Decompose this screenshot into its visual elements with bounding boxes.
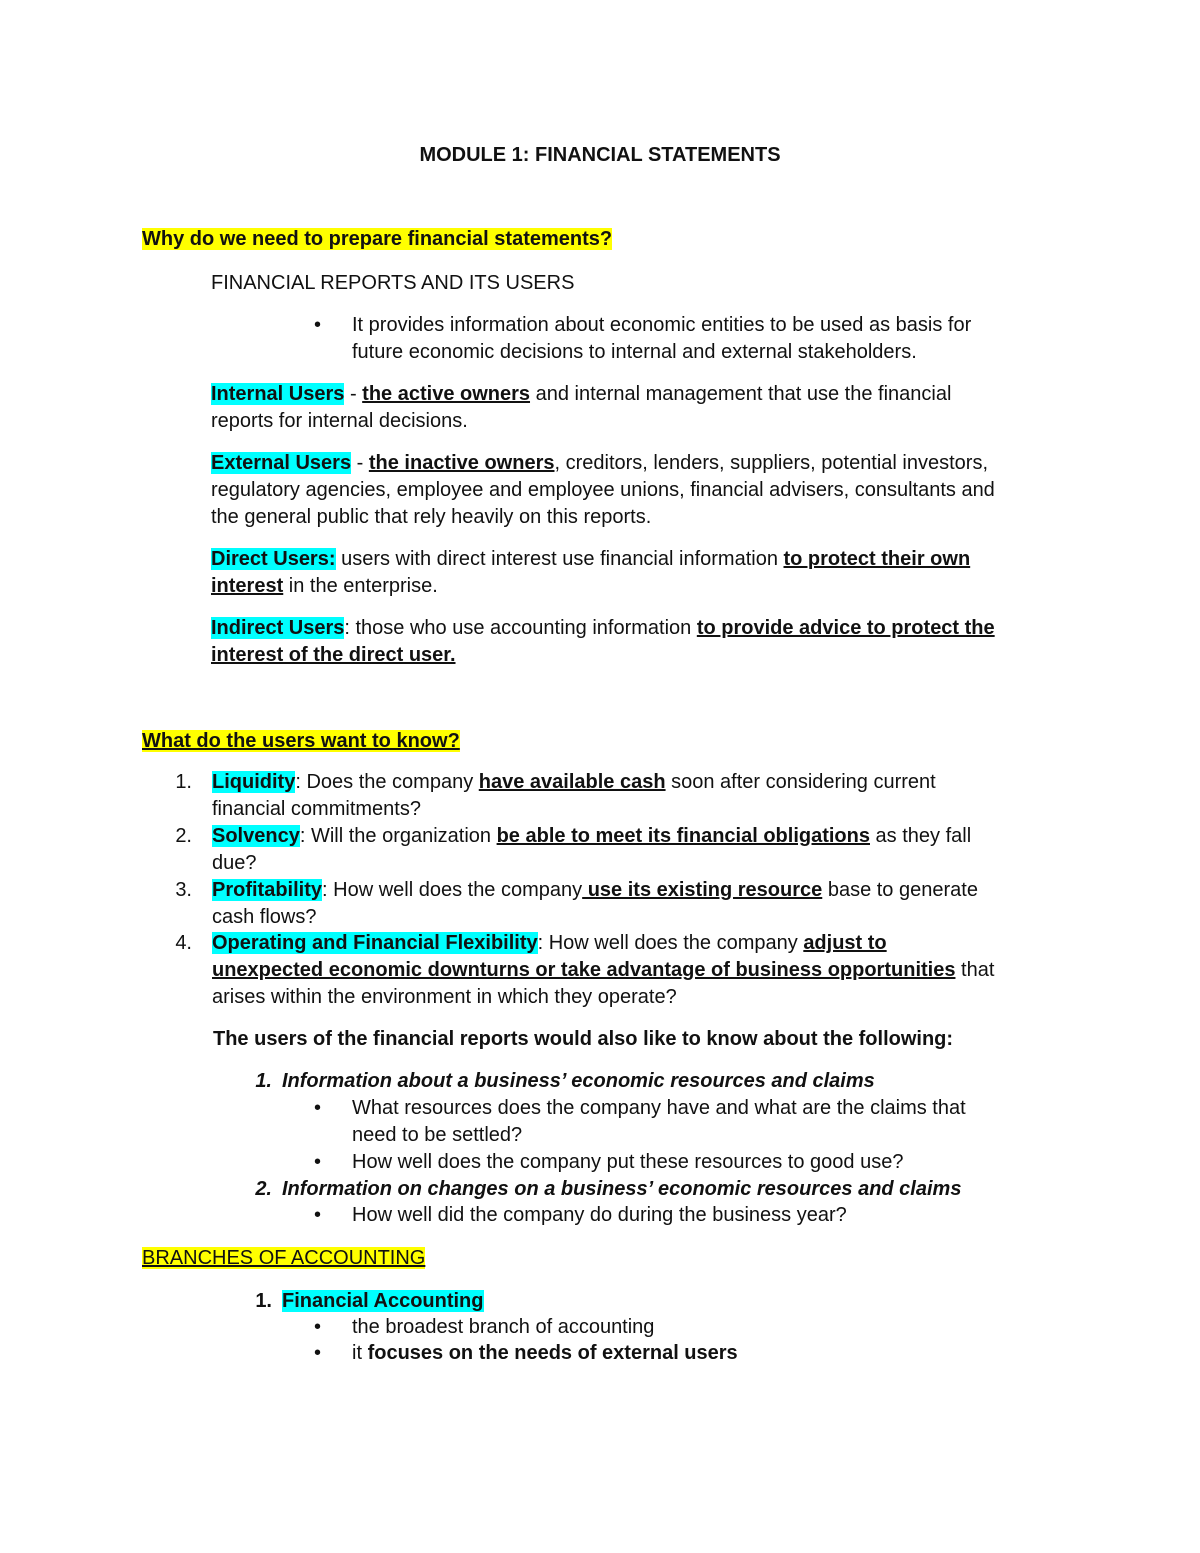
- term-external-users: External Users: [211, 452, 352, 474]
- bullet-item: • What resources does the company have and what are the claims that need to be settled?: [314, 1097, 966, 1146]
- bullet-item: • the broadest branch of accounting: [352, 1314, 1052, 1341]
- page-title: MODULE 1: FINANCIAL STATEMENTS: [419, 144, 781, 166]
- list-item-liquidity: 1. Liquidity: Does the company have available cash soon after considering current financial commitments?: [175, 771, 936, 820]
- term-direct-users: Direct Users:: [211, 548, 336, 570]
- bullet-item: • How well does the company put these resources to good use?: [352, 1149, 1052, 1176]
- bullet-icon: •: [314, 1316, 322, 1338]
- branch-item-financial-accounting: 1. Financial Accounting: [255, 1290, 484, 1312]
- bullet-icon: •: [314, 1097, 322, 1119]
- term-indirect-users: Indirect Users: [211, 617, 345, 639]
- direct-users-paragraph: Direct Users: users with direct interest use financial information to protect their own interest in the enterprise.: [211, 548, 971, 597]
- bullet-icon: •: [314, 314, 322, 336]
- list-item-profitability: 3. Profitability: How well does the company use its existing resource base to generate cash flows?: [175, 879, 978, 928]
- external-users-paragraph: External Users - the inactive owners, creditors, lenders, suppliers, potential investors, regulatory agencies, employee and employee unions, financial advisers, consultants and the general public that rely heavily on this reports.: [211, 452, 995, 528]
- bullet-icon: •: [314, 1151, 322, 1173]
- list-item-flexibility: 4. Operating and Financial Flexibility: How well does the company adjust to unexpected economic downturns or take advantage of business opportunities that arises within the environment in which they operate?: [175, 932, 995, 1008]
- question-what-know: What do the users want to know?: [142, 730, 460, 752]
- bullet-item: • it focuses on the needs of external users: [352, 1340, 1052, 1367]
- internal-users-paragraph: Internal Users - the active owners and internal management that use the financial reports for internal decisions.: [211, 383, 952, 432]
- term-internal-users: Internal Users: [211, 383, 345, 405]
- branches-heading: BRANCHES OF ACCOUNTING: [142, 1247, 426, 1269]
- also-know-heading: The users of the financial reports would also like to know about the following:: [213, 1028, 954, 1050]
- bullet-item: • How well did the company do during the business year?: [352, 1202, 1052, 1229]
- info-item-1: 1. Information about a business’ economic resources and claims: [255, 1070, 875, 1092]
- indirect-users-paragraph: Indirect Users: those who use accounting information to provide advice to protect the interest of the direct user.: [211, 617, 995, 666]
- info-item-2: 2. Information on changes on a business’ economic resources and claims: [255, 1178, 962, 1200]
- bullet-item: • It provides information about economic entities to be used as basis for future economic decisions to internal and external stakeholders.: [314, 314, 972, 363]
- reports-users-heading: FINANCIAL REPORTS AND ITS USERS: [211, 272, 575, 294]
- question-why-prepare: Why do we need to prepare financial statements?: [142, 228, 613, 250]
- list-item-solvency: 2. Solvency: Will the organization be able to meet its financial obligations as they fall due?: [175, 825, 972, 874]
- bullet-icon: •: [314, 1204, 322, 1226]
- bullet-icon: •: [314, 1342, 322, 1364]
